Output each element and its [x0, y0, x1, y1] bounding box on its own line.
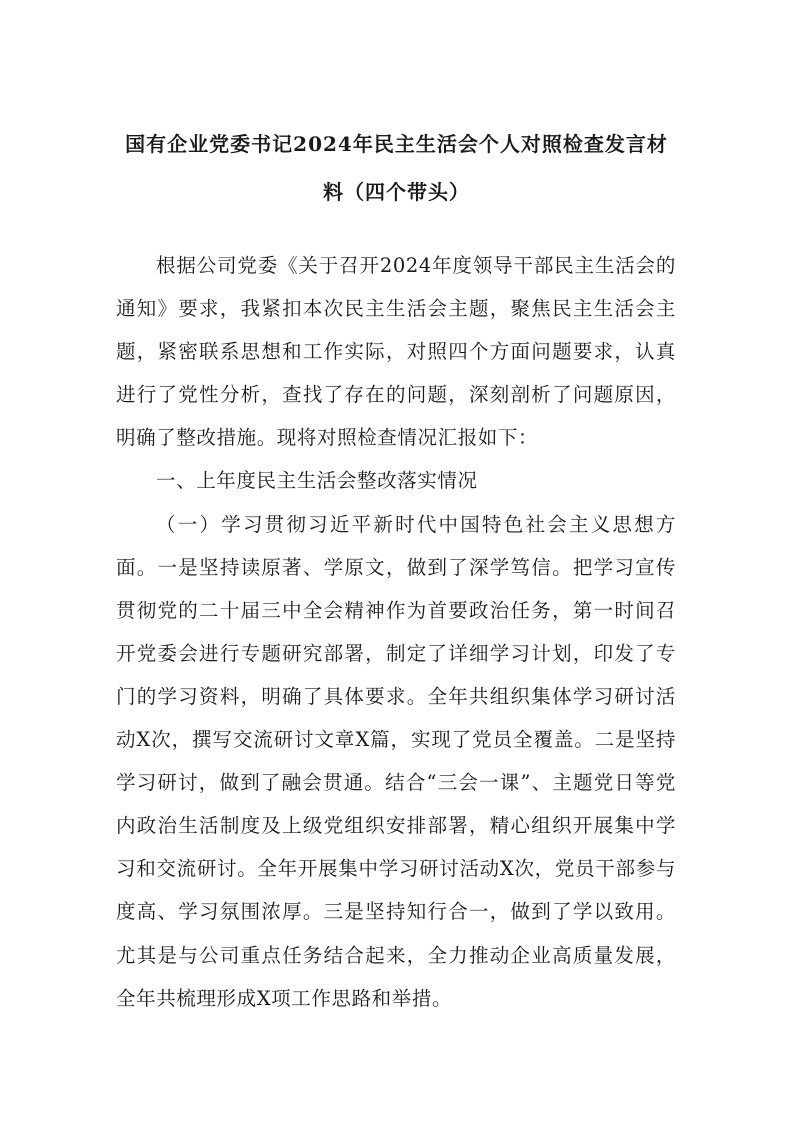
- intro-paragraph: 根据公司党委《关于召开2024年度领导干部民主生活会的通知》要求，我紧扣本次民主生活会主题，聚焦民主生活会主题，紧密联系思想和工作实际，对照四个方面问题要求，认真进行了党性分析，查找了存在的问题，深刻剖析了问题原因，明确了整改措施。现将对照检查情况汇报如下：: [116, 254, 676, 450]
- document-title-line-2: 料（四个带头）: [323, 180, 470, 204]
- section-heading: 一、上年度民主生活会整改落实情况: [156, 469, 478, 493]
- document-title-line-1: 国有企业党委书记2024年民主生活会个人对照检查发言材: [125, 132, 668, 156]
- subsection-paragraph: （一）学习贯彻习近平新时代中国特色社会主义思想方面。一是坚持读原著、学原文，做到了深学笃信。把学习宣传贯彻党的二十届三中全会精神作为首要政治任务，第一时间召开党委会进行专题研究部署，制定了详细学习计划，印发了专门的学习资料，明确了具体要求。全年共组织集体学习研讨活动X次，撰写交流研讨文章X篇，实现了党员全覆盖。二是坚持学习研讨，做到了融会贯通。结合“三会一课”、主题党日等党内政治生活制度及上级党组织安排部署，精心组织开展集中学习和交流研讨。全年开展集中学习研讨活动X次，党员干部参与度高、学习氛围浓厚。三是坚持知行合一，做到了学以致用。尤其是与公司重点任务结合起来，全力推动企业高质量发展，全年共梳理形成X项工作思路和举措。: [116, 512, 676, 1010]
- document-body: [116, 244, 676, 1020]
